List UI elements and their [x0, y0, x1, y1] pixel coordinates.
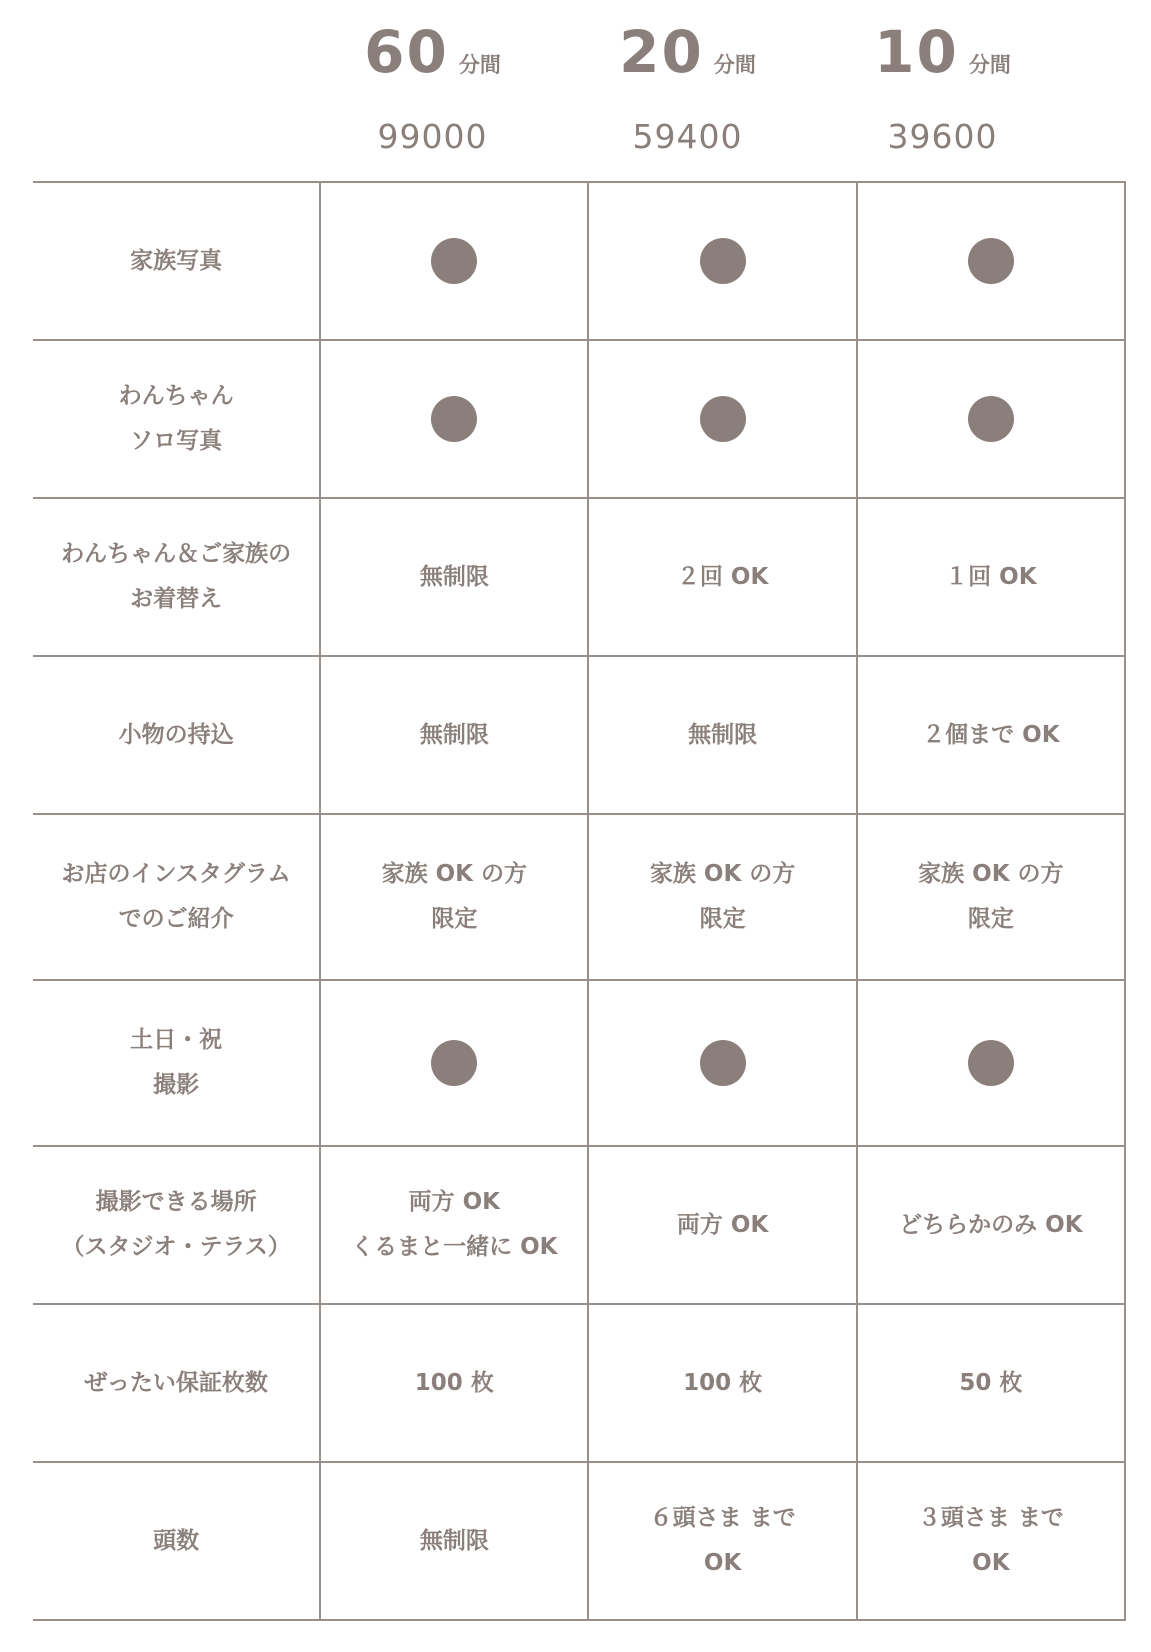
plan-duration-unit: 分間	[713, 53, 756, 77]
table-row	[33, 182, 1125, 340]
table-cell	[588, 498, 856, 656]
table-cell	[588, 1146, 856, 1304]
table-cell	[857, 498, 1125, 656]
table-cell	[588, 1304, 856, 1462]
plan-duration-number: 20	[619, 18, 704, 86]
row-label-line: ぜったい保証枚数	[84, 1369, 268, 1396]
cell-text: 100 枚	[683, 1369, 763, 1396]
table-row	[33, 1462, 1125, 1620]
plan-duration	[815, 18, 1070, 86]
table-row	[33, 340, 1125, 498]
table-cell	[588, 340, 856, 498]
table-cell	[857, 656, 1125, 814]
table-row	[33, 814, 1125, 980]
table-cell	[320, 1304, 588, 1462]
plan-comparison-table	[33, 181, 1126, 1621]
row-label	[33, 340, 320, 498]
cell-text: OK	[703, 1550, 742, 1576]
table-cell	[857, 980, 1125, 1146]
row-label-line: 撮影	[153, 1072, 200, 1098]
table-cell	[857, 814, 1125, 980]
row-label	[33, 814, 320, 980]
row-label-line: わんちゃん＆ご家族の	[61, 541, 292, 567]
table-cell	[588, 1462, 856, 1620]
cell-text: 限定	[431, 906, 478, 932]
cell-text: ３頭さま まで	[917, 1505, 1064, 1531]
included-dot-icon	[431, 396, 477, 442]
table-cell	[320, 498, 588, 656]
cell-text: 家族 OK の方	[381, 861, 528, 887]
table-cell	[588, 656, 856, 814]
row-label	[33, 656, 320, 814]
cell-text: どちらかのみ OK	[899, 1211, 1083, 1238]
plan-duration-number: 10	[874, 18, 959, 86]
included-dot-icon	[700, 238, 746, 284]
table-row	[33, 1146, 1125, 1304]
included-dot-icon	[968, 1040, 1014, 1086]
cell-text: 両方 OK	[408, 1189, 501, 1215]
table-cell	[320, 814, 588, 980]
cell-text: 100 枚	[414, 1369, 494, 1396]
cell-text: 両方 OK	[676, 1211, 769, 1238]
row-label-line: でのご紹介	[118, 906, 234, 932]
row-label	[33, 1146, 320, 1304]
cell-text: 無制限	[688, 721, 758, 748]
included-dot-icon	[968, 238, 1014, 284]
table-cell	[857, 1304, 1125, 1462]
row-label-line: 土日・祝	[130, 1027, 223, 1053]
table-cell	[320, 656, 588, 814]
cell-text: ６頭さま まで	[649, 1505, 796, 1531]
table-cell	[320, 980, 588, 1146]
table-cell	[320, 340, 588, 498]
included-dot-icon	[700, 396, 746, 442]
table-row	[33, 980, 1125, 1146]
plan-duration	[305, 18, 560, 86]
row-label	[33, 980, 320, 1146]
cell-text: OK	[972, 1550, 1010, 1576]
plan-duration-unit: 分間	[458, 53, 501, 77]
row-label	[33, 498, 320, 656]
row-label-line: わんちゃん	[118, 383, 234, 409]
row-label-line: 撮影できる場所	[95, 1189, 257, 1215]
plan-price: 39600	[887, 117, 998, 156]
row-label-line: ソロ写真	[130, 428, 223, 454]
row-label	[33, 1462, 320, 1620]
table-row	[33, 1304, 1125, 1462]
table-body	[33, 182, 1125, 1620]
plan-duration	[560, 18, 815, 86]
plan-duration-number: 60	[364, 18, 449, 86]
included-dot-icon	[968, 396, 1014, 442]
row-label-line: お着替え	[130, 586, 223, 612]
cell-text: ２個まで OK	[922, 721, 1060, 748]
cell-text: 無制限	[419, 721, 489, 748]
table-row	[33, 656, 1125, 814]
cell-text: 無制限	[419, 563, 489, 590]
cell-text: 50 枚	[959, 1369, 1023, 1396]
included-dot-icon	[431, 1040, 477, 1086]
row-label-line: 小物の持込	[118, 721, 234, 748]
plan-price: 59400	[632, 117, 743, 156]
table-cell	[588, 980, 856, 1146]
plan-price: 99000	[377, 117, 488, 156]
plan-duration-unit: 分間	[968, 53, 1011, 77]
row-label-line: 頭数	[153, 1527, 200, 1554]
cell-text: 家族 OK の方	[649, 861, 796, 887]
table-cell	[588, 814, 856, 980]
table-cell	[320, 1146, 588, 1304]
included-dot-icon	[700, 1040, 746, 1086]
table-cell	[857, 1462, 1125, 1620]
cell-text: １回 OK	[945, 563, 1037, 590]
row-label-line: お店のインスタグラム	[61, 861, 291, 887]
table-cell	[857, 1146, 1125, 1304]
row-label-line: 家族写真	[130, 247, 223, 274]
cell-text: 家族 OK の方	[918, 861, 1064, 887]
row-label	[33, 182, 320, 340]
cell-text: ２回 OK	[676, 563, 769, 590]
table-cell	[320, 182, 588, 340]
cell-text: くるまと一緒に OK	[351, 1234, 558, 1260]
table-cell	[320, 1462, 588, 1620]
row-label-line: （スタジオ・テラス）	[61, 1234, 291, 1260]
row-label	[33, 1304, 320, 1462]
table-cell	[857, 340, 1125, 498]
cell-text: 限定	[699, 906, 746, 932]
table-row	[33, 498, 1125, 656]
cell-text: 無制限	[419, 1527, 489, 1554]
table-cell	[588, 182, 856, 340]
cell-text: 限定	[967, 906, 1014, 932]
table-cell	[857, 182, 1125, 340]
included-dot-icon	[431, 238, 477, 284]
